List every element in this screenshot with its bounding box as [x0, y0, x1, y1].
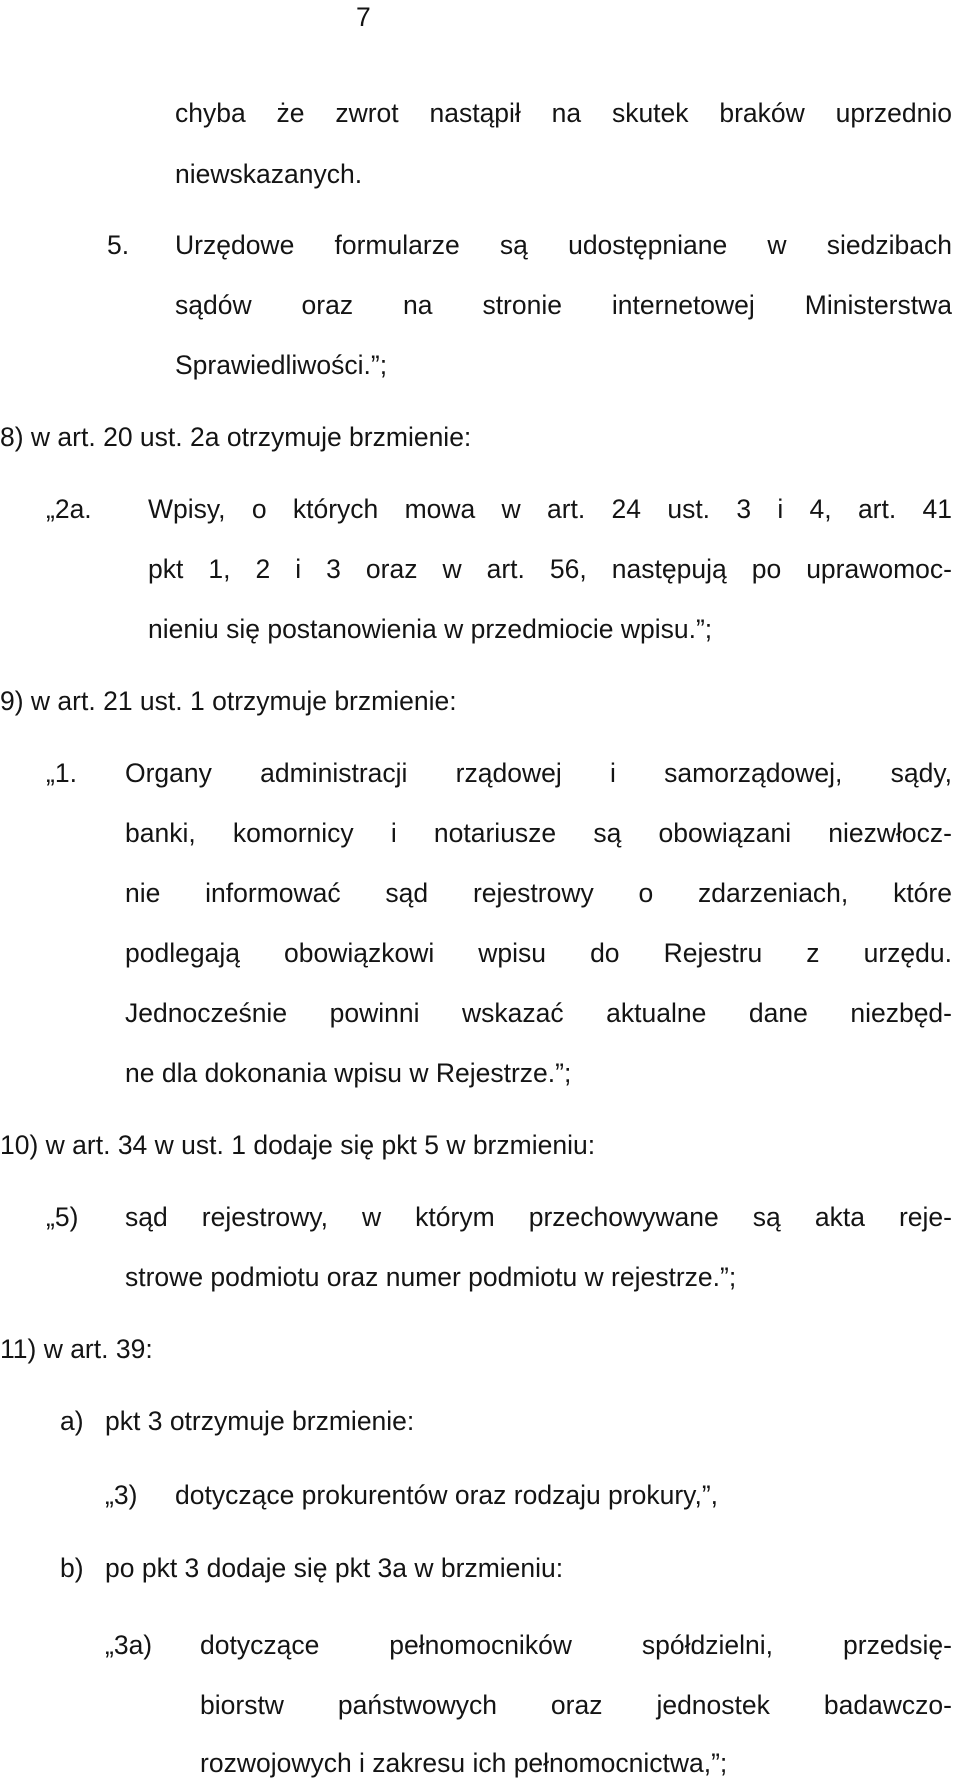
point-8-line-1: Wpisy, o których mowa w art. 24 ust. 3 i 4, art. 41	[148, 494, 952, 524]
point-8-quote-number: „2a.	[46, 494, 92, 524]
point-11-a-quote-number: „3)	[105, 1480, 138, 1510]
point-11-b-label: b)	[60, 1553, 84, 1583]
point-11-a-text: pkt 3 otrzymuje brzmienie:	[105, 1406, 415, 1436]
point-8-line-2: pkt 1, 2 i 3 oraz w art. 56, następują po uprawomoc-	[148, 554, 952, 584]
point-11-b-line-2: biorstw państwowych oraz jednostek badawczo-	[200, 1690, 952, 1720]
point-11-b-text: po pkt 3 dodaje się pkt 3a w brzmieniu:	[105, 1553, 564, 1583]
point-10-line-1: sąd rejestrowy, w którym przechowywane są akta reje-	[125, 1202, 952, 1232]
point-8-heading: 8) w art. 20 ust. 2a otrzymuje brzmienie:	[0, 422, 472, 452]
point-11-b-line-3: rozwojowych i zakresu ich pełnomocnictwa,”;	[200, 1748, 728, 1778]
point-9-heading: 9) w art. 21 ust. 1 otrzymuje brzmienie:	[0, 686, 457, 716]
point-10-line-2: strowe podmiotu oraz numer podmiotu w rejestrze.”;	[125, 1262, 737, 1292]
point-9-line-2: banki, komornicy i notariusze są obowiązani niezwłocz-	[125, 818, 952, 848]
page-number: 7	[356, 2, 371, 32]
point-11-a-label: a)	[60, 1406, 84, 1436]
point-11-b-quote-number: „3a)	[105, 1630, 153, 1660]
point-9-line-1: Organy administracji rządowej i samorządowej, sądy,	[125, 758, 952, 788]
item-5-line-2: sądów oraz na stronie internetowej Ministerstwa	[175, 290, 952, 320]
point-8-line-3: nieniu się postanowienia w przedmiocie wpisu.”;	[148, 614, 713, 644]
point-9-quote-number: „1.	[46, 758, 77, 788]
item-5-line-1: Urzędowe formularze są udostępniane w siedzibach	[175, 230, 952, 260]
item-5-line-3: Sprawiedliwości.”;	[175, 350, 388, 380]
point-11-a-quote-text: dotyczące prokurentów oraz rodzaju prokury,”,	[175, 1480, 719, 1510]
point-9-line-4: podlegają obowiązkowi wpisu do Rejestru z urzędu.	[125, 938, 952, 968]
point-9-line-3: nie informować sąd rejestrowy o zdarzeniach, które	[125, 878, 952, 908]
point-10-quote-number: „5)	[46, 1202, 79, 1232]
point-10-heading: 10) w art. 34 w ust. 1 dodaje się pkt 5 w brzmieniu:	[0, 1130, 596, 1160]
point-9-line-6: ne dla dokonania wpisu w Rejestrze.”;	[125, 1058, 572, 1088]
continuation-line-1: chyba że zwrot nastąpił na skutek braków uprzednio	[175, 98, 952, 128]
point-11-heading: 11) w art. 39:	[0, 1334, 153, 1364]
point-11-b-line-1: dotyczące pełnomocników spółdzielni, przedsię-	[200, 1630, 952, 1660]
point-9-line-5: Jednocześnie powinni wskazać aktualne dane niezbęd-	[125, 998, 952, 1028]
item-5-number: 5.	[107, 230, 130, 260]
continuation-line-2: niewskazanych.	[175, 159, 363, 189]
